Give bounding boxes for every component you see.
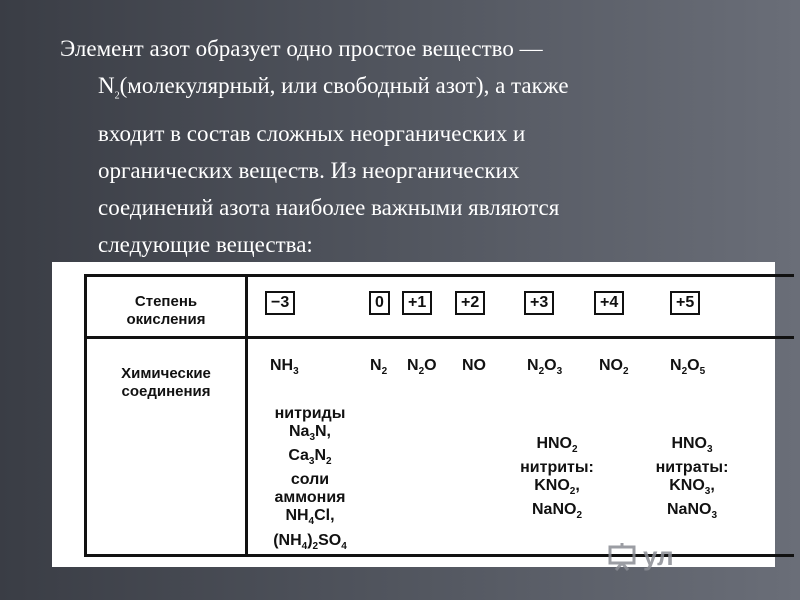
ox-state-plus3: +3 [524,291,554,315]
logo-text: ул [643,540,674,571]
ammonium-label: аммония [274,489,346,507]
paragraph-line-4: органических веществ. Из неорганических [98,157,520,183]
hno3: $HNO_3$ [671,435,713,456]
paragraph-line-6: следующие вещества: [98,231,313,257]
nitrides-label: нитриды [274,405,346,422]
plus5-compounds-list [647,435,737,526]
paragraph-line-1: Элемент азот образует одно простое вещество — [60,36,543,61]
salts-label: соли [290,471,330,489]
row-label-oxidation-line2: окисления [126,311,206,328]
nano2: NaNO$_2$ [531,501,582,522]
row-label-compounds [87,365,245,401]
ca3n2: $Ca_3N_2$ [288,447,332,468]
compound-n2o: $N_2O$ [407,357,437,378]
compound-no: NO [462,357,486,374]
paragraph-line-3: входит в состав сложных неорганических и [98,120,526,146]
nh4cl: $NH_4Cl$, [285,507,335,528]
table-horizontal-divider [87,336,794,339]
ox-state-minus3: −3 [265,291,295,315]
compound-n2o3: $N_2O_3$ [527,357,563,378]
oxidation-table-image [52,262,775,567]
nitrates-label: нитраты: [655,459,729,477]
ox-state-plus5: +5 [670,291,700,315]
row-label-compounds-line2: соединения [121,383,211,400]
kno3: $KNO_3$, [669,477,715,498]
compound-nh3: $NH_3$ [270,357,299,378]
nh4-2so4: $(NH_4)_2SO_4$ [273,531,347,552]
ox-state-plus1: +1 [402,291,432,315]
watermark-logo [607,538,767,574]
paragraph-line-2: $N_2(молекулярный$, или свободный азот), а также [98,73,569,102]
row-label-oxidation [87,293,245,329]
table-vertical-divider [245,277,248,554]
main-paragraph [60,30,780,263]
ox-state-0: 0 [369,291,390,315]
ox-state-plus4: +4 [594,291,624,315]
plus3-compounds-list [512,435,602,526]
presentation-board-icon [607,541,637,571]
oxidation-table [84,274,794,557]
row-label-compounds-line1: Химические [121,365,211,382]
compound-no2: $NO_2$ [599,357,629,378]
minus3-compounds-list [255,405,365,556]
compound-n2: $N_2$ [370,357,388,378]
paragraph-line-5: соединений азота наиболее важными являются [98,194,560,220]
hno2: $HNO_2$ [536,435,578,456]
ox-state-plus2: +2 [455,291,485,315]
na3n: $Na_3N$, [288,423,331,444]
nitrites-label: нитриты: [520,459,594,477]
row-label-oxidation-line1: Степень [134,293,198,310]
nano3: NaNO$_3$ [666,501,717,522]
kno2: $KNO_2$, [534,477,580,498]
compound-n2o5: $N_2O_5$ [670,357,706,378]
